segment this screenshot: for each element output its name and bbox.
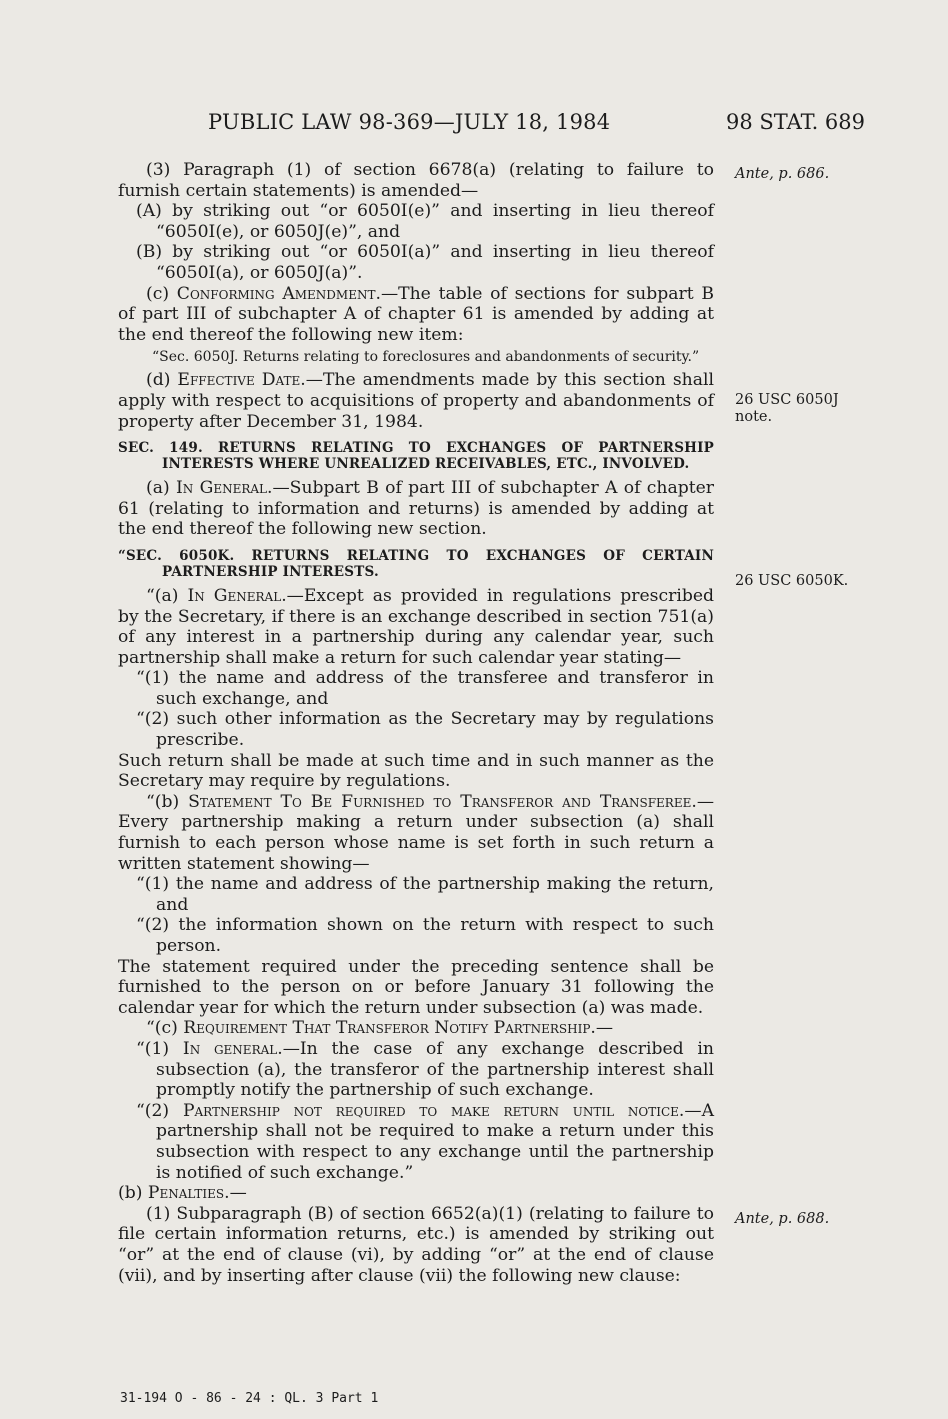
new-subsection-b-item-2: “(2) the information shown on the return with respect to such person.: [136, 915, 714, 956]
sidenote-26-usc-6050j: 26 USC 6050J note.: [735, 392, 839, 425]
penalties-item-1: (1) Subparagraph (B) of section 6652(a)(1) (relating to failure to file certain information returns, etc.) is amended by striking out “or” at the end of clause (vi), by adding “or” at the end of clause (vii), and by inserting after clause (vii) the following new clause:: [118, 1203, 714, 1286]
new-subsection-a: “(a) In General.—Except as provided in regulations prescribed by the Secretary, if there is an exchange described in section 751(a) of any interest in a partnership during any calendar year, such partnership shall make a return for such calendar year stating—: [118, 585, 714, 668]
new-subsection-a-heading: In General.: [187, 585, 287, 606]
clause-b: (B) by striking out “or 6050I(a)” and inserting in lieu thereof “6050I(a), or 6050J(a)”.: [136, 242, 714, 283]
sidenote-ante-688: Ante, p. 688.: [735, 1211, 830, 1227]
new-subsection-c-item-1: “(1) In general.—In the case of any exchange described in subsection (a), the transferor of the partnership interest shall promptly notify the partnership of such exchange.: [136, 1038, 714, 1101]
subsection-a-heading: In General.: [175, 478, 273, 499]
penalties-heading: Penalties.: [147, 1183, 230, 1204]
table-of-sections-item: “Sec. 6050J. Returns relating to foreclosures and abandonments of security.”: [152, 349, 700, 366]
section-149-heading: SEC. 149. RETURNS RELATING TO EXCHANGES OF PARTNERSHIP INTERESTS WHERE UNREALIZED RECEIVABLES, ETC., INVOLVED.: [118, 440, 714, 473]
new-subsection-c: “(c) Requirement That Transferor Notify Partnership.—: [146, 1018, 614, 1039]
subsection-b-penalties: (b) Penalties.—: [118, 1183, 247, 1204]
new-subsection-b: “(b) Statement To Be Furnished to Transferor and Transferee.—Every partnership making a return under subsection (a) shall furnish to each person whose name is set forth in such return a written statement showing—: [118, 791, 714, 874]
subsection-d: (d) Effective Date.—The amendments made by this section shall apply with respect to acquisitions of property and abandonments of property after December 31, 1984.: [118, 370, 714, 432]
new-subsection-c-heading: Requirement That Transferor Notify Partnership.: [183, 1018, 596, 1039]
subsection-d-heading: Effective Date.: [177, 370, 306, 391]
new-subsection-b-tail: The statement required under the preceding sentence shall be furnished to the person on or before January 31 following the calendar year for which the return under subsection (a) was made.: [118, 956, 714, 1018]
page-footer: 31-194 O - 86 - 24 : QL. 3 Part 1: [120, 1391, 379, 1406]
new-subsection-a-tail: Such return shall be made at such time and in such manner as the Secretary may require by regulations.: [118, 750, 714, 792]
subsection-a: (a) In General.—Subpart B of part III of subchapter A of chapter 61 (relating to information and returns) is amended by adding at the end thereof the following new section.: [118, 478, 715, 540]
page-header-title: PUBLIC LAW 98-369—JULY 18, 1984: [208, 110, 611, 134]
new-subsection-b-heading: Statement To Be Furnished to Transferor and Transferee.: [188, 791, 697, 812]
sidenote-26-usc-6050k: 26 USC 6050K.: [735, 573, 849, 589]
subsection-c: (c) Conforming Amendment.—The table of sections for subpart B of part III of subchapter A of chapter 61 is amended by adding at the end thereof the following new item:: [118, 283, 714, 345]
clause-a: (A) by striking out “or 6050I(e)” and inserting in lieu thereof “6050I(e), or 6050J(e)”, and: [136, 201, 714, 242]
new-subsection-a-item-2: “(2) such other information as the Secretary may by regulations prescribe.: [136, 709, 714, 751]
new-subsection-c-item-1-heading: In general.: [182, 1038, 283, 1059]
paragraph-3: (3) Paragraph (1) of section 6678(a) (relating to failure to furnish certain statements) is amended—: [118, 160, 714, 201]
section-6050k-heading: “SEC. 6050K. RETURNS RELATING TO EXCHANGES OF CERTAIN PARTNERSHIP INTERESTS.: [118, 547, 714, 580]
subsection-c-heading: Conforming Amendment.: [176, 283, 381, 304]
new-subsection-b-item-1: “(1) the name and address of the partnership making the return, and: [136, 874, 714, 915]
new-subsection-c-item-2-heading: Partnership not required to make return until notice.: [182, 1100, 685, 1121]
new-subsection-c-item-2: “(2) Partnership not required to make return until notice.—A partnership shall not be required to make a return under this subsection with respect to any exchange until the partnership is notified of such exchange.”: [136, 1100, 714, 1183]
new-subsection-a-item-1: “(1) the name and address of the transferee and transferor in such exchange, and: [136, 668, 714, 709]
body-text: [118, 160, 714, 1286]
page-header-stat: 98 STAT. 689: [726, 110, 866, 134]
sidenote-ante-686: Ante, p. 686.: [735, 166, 830, 182]
